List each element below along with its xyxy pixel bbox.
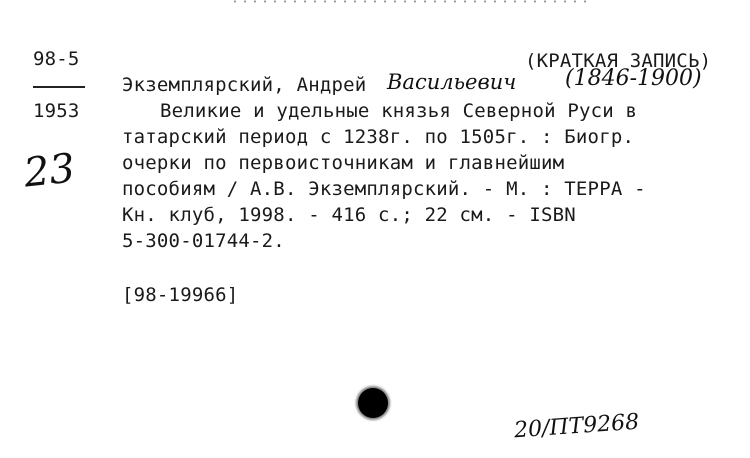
handwritten-patronymic: Васильевич [387,70,517,94]
record-line-2: татарский период с 1238г. по 1505г. : Биогр. [122,126,635,148]
handwritten-index-number: 23 [21,145,78,197]
handwritten-years: (1846-1900) [565,66,702,91]
handwritten-shelf-mark: 20/ПТ9268 [513,409,640,444]
record-line-3: очерки по первоисточникам и главнейшим [122,152,565,174]
record-line-1: Великие и удельные князья Северной Руси в [160,100,638,122]
brief-record-label: (КРАТКАЯ ЗАПИСЬ) [525,50,712,72]
control-number: [98-19966] [122,284,239,306]
record-line-6: 5-300-01744-2. [122,230,285,252]
card-top-edge-dots [230,0,590,3]
author-typed: Экземплярский, Андрей [122,74,367,96]
card-number-bottom: 1953 [33,100,80,122]
record-line-4: пособиям / А.В. Экземплярский. - М. : ТЕРРА - [122,178,646,200]
record-line-5: Кн. клуб, 1998. - 416 с.; 22 см. - ISBN [122,204,576,226]
ink-blot-hole [358,388,388,418]
card-number-divider [33,86,85,88]
card-number-top: 98-5 [33,48,80,70]
